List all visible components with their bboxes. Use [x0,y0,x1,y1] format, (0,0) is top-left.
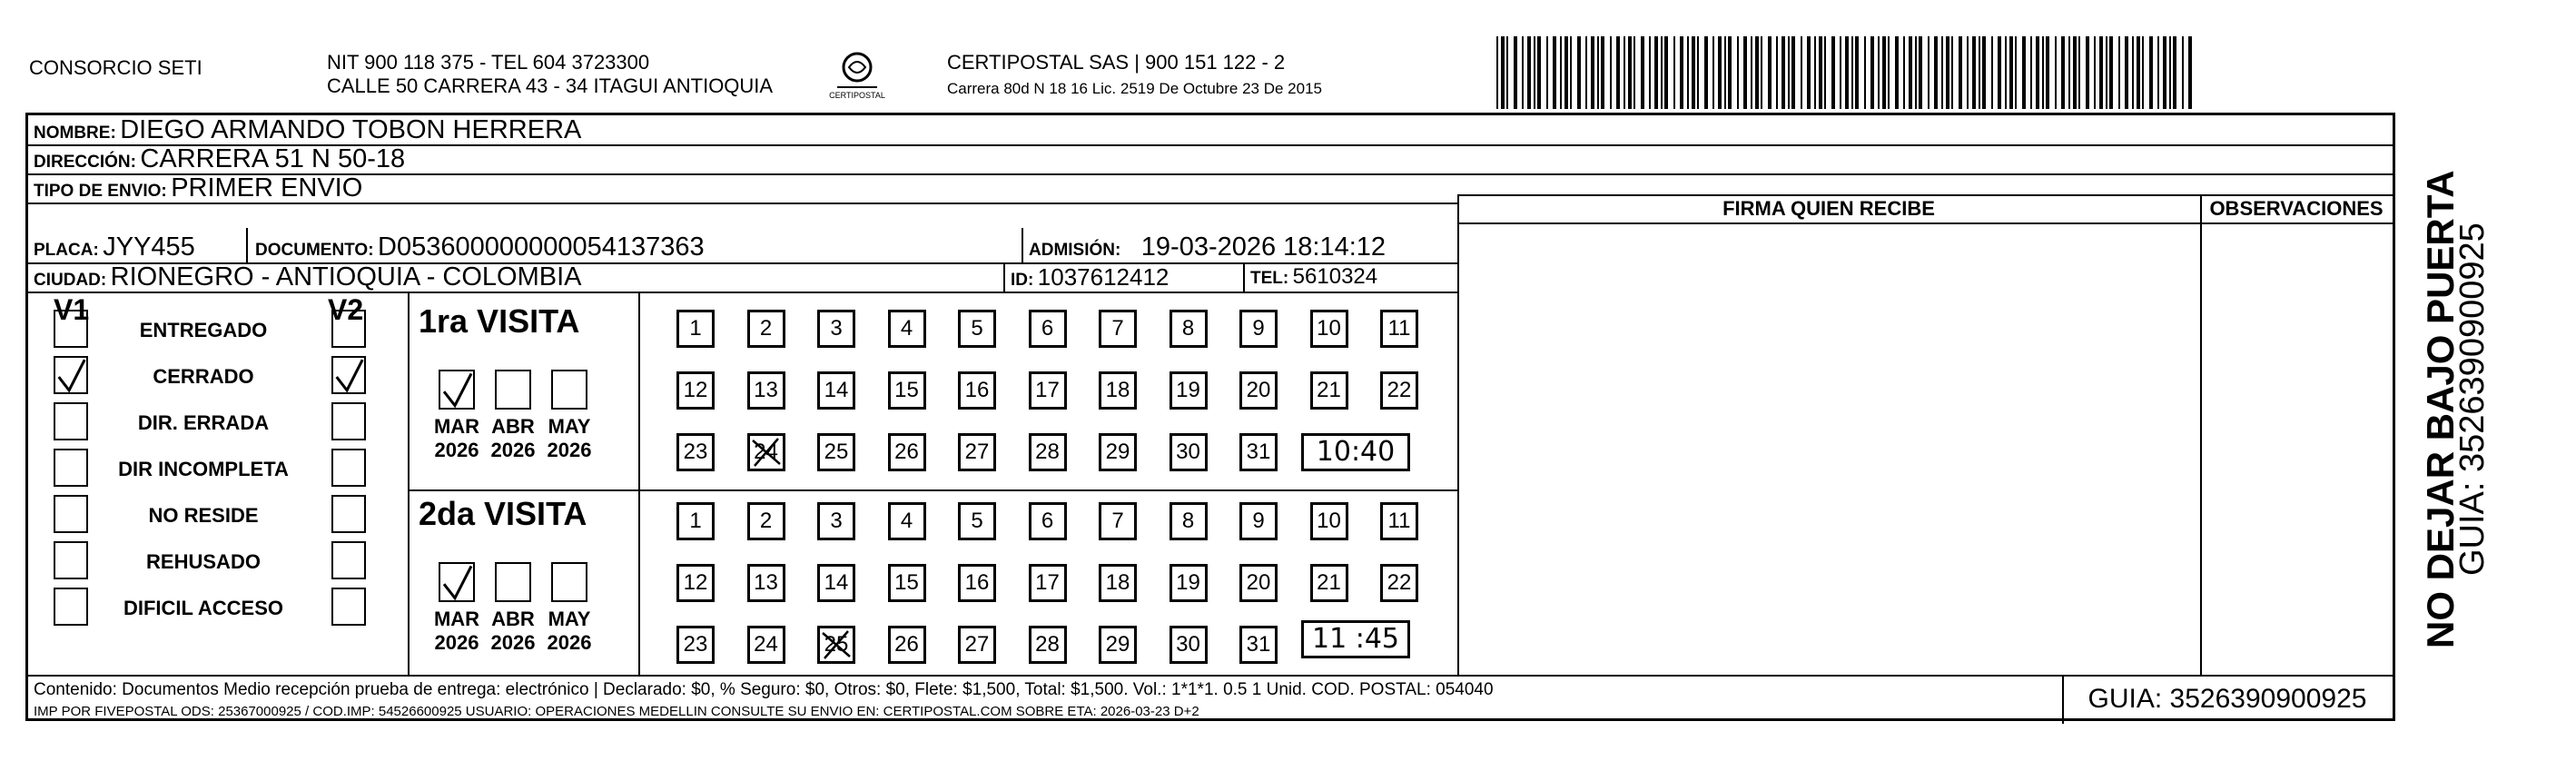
v2-checkbox[interactable] [331,495,366,533]
no-dejar-bajo-puerta: NO DEJAR BAJO PUERTA [2419,170,2462,648]
tipo-row [34,173,362,208]
tipo-label: TIPO DE ENVIO: [34,182,167,201]
day-box[interactable]: 25 [817,433,855,471]
side-guia: GUIA: 3526390900925 [2453,222,2492,576]
direccion-label: DIRECCIÓN: [34,153,136,172]
day-box[interactable]: 27 [958,433,996,471]
month-name: MAY [548,415,591,438]
observaciones-header: OBSERVACIONES [2209,197,2384,220]
tel-field [1250,262,1377,295]
tel-value: 5610324 [1292,264,1378,289]
day-box[interactable]: 9 [1239,310,1278,348]
day-box[interactable]: 15 [888,564,926,602]
ciudad-label: CIUDAD: [34,271,107,290]
day-box[interactable]: 17 [1029,564,1067,602]
day-box[interactable]: 2 [747,502,785,540]
v2-checkbox[interactable] [331,541,366,579]
v1-checkbox[interactable] [54,495,88,533]
contenido-line: Contenido: Documentos Medio recepción prueba de entrega: electrónico | Declarado: $0, % Seguro: $0, Otros: $0, Flete: $1,500, Total: $1,500. Vol.: 1*1*1. 0.5 1 Unid. COD. POSTAL: 054040 [34,680,1494,699]
day-box[interactable]: 27 [958,626,996,664]
month-checkbox[interactable] [495,370,531,410]
day-box[interactable]: 10 [1310,310,1348,348]
day-box[interactable]: 26 [888,626,926,664]
day-box[interactable]: 14 [817,371,855,410]
second-visit-title: 2da VISITA [419,495,587,532]
nombre-label: NOMBRE: [34,124,116,143]
v1-checkbox[interactable] [54,356,88,394]
status-label: ENTREGADO [139,319,268,341]
day-box[interactable]: 24 [747,626,785,664]
admision-label: ADMISIÓN: [1029,241,1121,260]
tipo-value: PRIMER ENVIO [171,173,363,203]
day-box[interactable]: 9 [1239,502,1278,540]
nit-line: NIT 900 118 375 - TEL 604 3723300 [327,51,650,74]
month-checkbox[interactable] [439,562,475,602]
ciudad-field [34,262,582,297]
day-box[interactable]: 7 [1099,502,1137,540]
logo-icon [829,49,885,102]
day-box[interactable]: 22 [1380,371,1418,410]
firma-header: FIRMA QUIEN RECIBE [1722,197,1935,220]
v1-checkbox[interactable] [54,449,88,487]
day-box[interactable]: 8 [1170,310,1208,348]
day-box[interactable]: 1 [676,310,715,348]
certipostal-logo [829,49,885,102]
day-box[interactable]: 3 [817,502,855,540]
v2-checkbox[interactable] [331,402,366,440]
day-box[interactable]: 21 [1310,371,1348,410]
first-visit-title: 1ra VISITA [419,302,580,340]
admision-value: 19-03-2026 18:14:12 [1140,232,1387,262]
placa-value: JYY455 [103,232,195,262]
status-label: REHUSADO [146,550,261,573]
id-field [1011,262,1169,297]
placa-label: PLACA: [34,241,99,260]
month-name: ABR [491,608,535,630]
status-label: CERRADO [153,365,254,388]
v1-label: V1 [54,293,90,326]
day-box[interactable]: 18 [1099,564,1137,602]
day-box[interactable]: 3 [817,310,855,348]
barcode-image [1496,36,2203,109]
v2-label: V2 [328,293,364,326]
day-box[interactable]: 31 [1239,433,1278,471]
day-box[interactable]: 26 [888,433,926,471]
v2-checkbox[interactable] [331,310,366,348]
month-year: 2026 [434,631,479,654]
delivery-form [25,113,2395,721]
day-box[interactable]: 5 [958,502,996,540]
day-box[interactable]: 28 [1029,626,1067,664]
barcode [1496,36,2203,109]
day-box[interactable]: 13 [747,371,785,410]
v2-checkbox[interactable] [331,449,366,487]
month-name: MAY [548,608,591,630]
documento-value: D053600000000054137363 [378,232,705,262]
imp-line: IMP POR FIVEPOSTAL ODS: 25367000925 / COD.IMP: 54526600925 USUARIO: OPERACIONES MEDELLIN CONSULTE SU ENVIO EN: CERTIPOSTAL.COM SOBRE ETA: 2026-03-23 D+2 [34,704,1199,719]
status-label: NO RESIDE [148,504,259,527]
day-box[interactable]: 6 [1029,502,1067,540]
guia-box: GUIA: 3526390900925 [2087,684,2367,714]
day-box[interactable]: 16 [958,371,996,410]
address-line: CALLE 50 CARRERA 43 - 34 ITAGUI ANTIOQUIA [327,74,774,97]
day-box[interactable]: 31 [1239,626,1278,664]
day-box[interactable]: 25 [817,626,855,664]
v1-checkbox[interactable] [54,541,88,579]
certipostal-line: CERTIPOSTAL SAS | 900 151 122 - 2 [947,51,1286,74]
day-box[interactable]: 22 [1380,564,1418,602]
svg-text:CERTIPOSTAL: CERTIPOSTAL [829,91,885,100]
ciudad-value: RIONEGRO - ANTIOQUIA - COLOMBIA [110,262,582,292]
day-box[interactable]: 4 [888,310,926,348]
status-label: DIR INCOMPLETA [118,458,289,480]
day-box[interactable]: 14 [817,564,855,602]
day-box[interactable]: 30 [1170,626,1208,664]
direccion-value: CARRERA 51 N 50-18 [140,144,406,173]
v1-checkbox[interactable] [54,402,88,440]
day-box[interactable]: 16 [958,564,996,602]
day-box[interactable]: 1 [676,502,715,540]
day-box[interactable]: 8 [1170,502,1208,540]
day-box[interactable]: 4 [888,502,926,540]
day-box[interactable]: 18 [1099,371,1137,410]
day-box[interactable]: 11 [1380,310,1418,348]
day-box[interactable]: 24 [747,433,785,471]
month-name: ABR [491,415,535,438]
day-box[interactable]: 12 [676,564,715,602]
nombre-value: DIEGO ARMANDO TOBON HERRERA [120,115,582,144]
company-name: CONSORCIO SETI [29,56,202,79]
month-year: 2026 [434,439,479,461]
day-box[interactable]: 10 [1310,502,1348,540]
second-visit-time[interactable]: 11 :45 [1301,620,1410,658]
month-checkbox[interactable] [551,562,587,602]
day-box[interactable]: 23 [676,626,715,664]
tel-label: TEL: [1250,269,1289,288]
status-label: DIR. ERRADA [137,411,270,434]
day-box[interactable]: 23 [676,433,715,471]
day-box[interactable]: 13 [747,564,785,602]
month-year: 2026 [547,439,592,461]
month-checkbox[interactable] [495,562,531,602]
day-box[interactable]: 19 [1170,564,1208,602]
month-checkbox[interactable] [551,370,587,410]
v2-checkbox[interactable] [331,588,366,626]
day-box[interactable]: 28 [1029,433,1067,471]
status-label: DIFICIL ACCESO [123,597,283,619]
license-line: Carrera 80d N 18 16 Lic. 2519 De Octubre 23 De 2015 [947,80,1322,97]
id-label: ID: [1011,271,1034,290]
documento-label: DOCUMENTO: [255,241,374,260]
day-box[interactable]: 5 [958,310,996,348]
month-name: MAR [433,608,480,630]
day-box[interactable]: 29 [1099,626,1137,664]
id-value: 1037612412 [1037,263,1170,291]
day-box[interactable]: 7 [1099,310,1137,348]
day-box[interactable]: 21 [1310,564,1348,602]
v2-checkbox[interactable] [331,356,366,394]
day-box[interactable]: 17 [1029,371,1067,410]
month-year: 2026 [490,631,536,654]
day-box[interactable]: 19 [1170,371,1208,410]
day-box[interactable]: 6 [1029,310,1067,348]
v1-checkbox[interactable] [54,588,88,626]
month-year: 2026 [547,631,592,654]
day-box[interactable]: 15 [888,371,926,410]
day-box[interactable]: 29 [1099,433,1137,471]
month-year: 2026 [490,439,536,461]
day-box[interactable]: 30 [1170,433,1208,471]
v1-checkbox[interactable] [54,310,88,348]
first-visit-time[interactable]: 10:40 [1301,433,1410,471]
month-name: MAR [433,415,480,438]
day-box[interactable]: 20 [1239,564,1278,602]
day-box[interactable]: 12 [676,371,715,410]
day-box[interactable]: 11 [1380,502,1418,540]
day-box[interactable]: 2 [747,310,785,348]
day-box[interactable]: 20 [1239,371,1278,410]
month-checkbox[interactable] [439,370,475,410]
